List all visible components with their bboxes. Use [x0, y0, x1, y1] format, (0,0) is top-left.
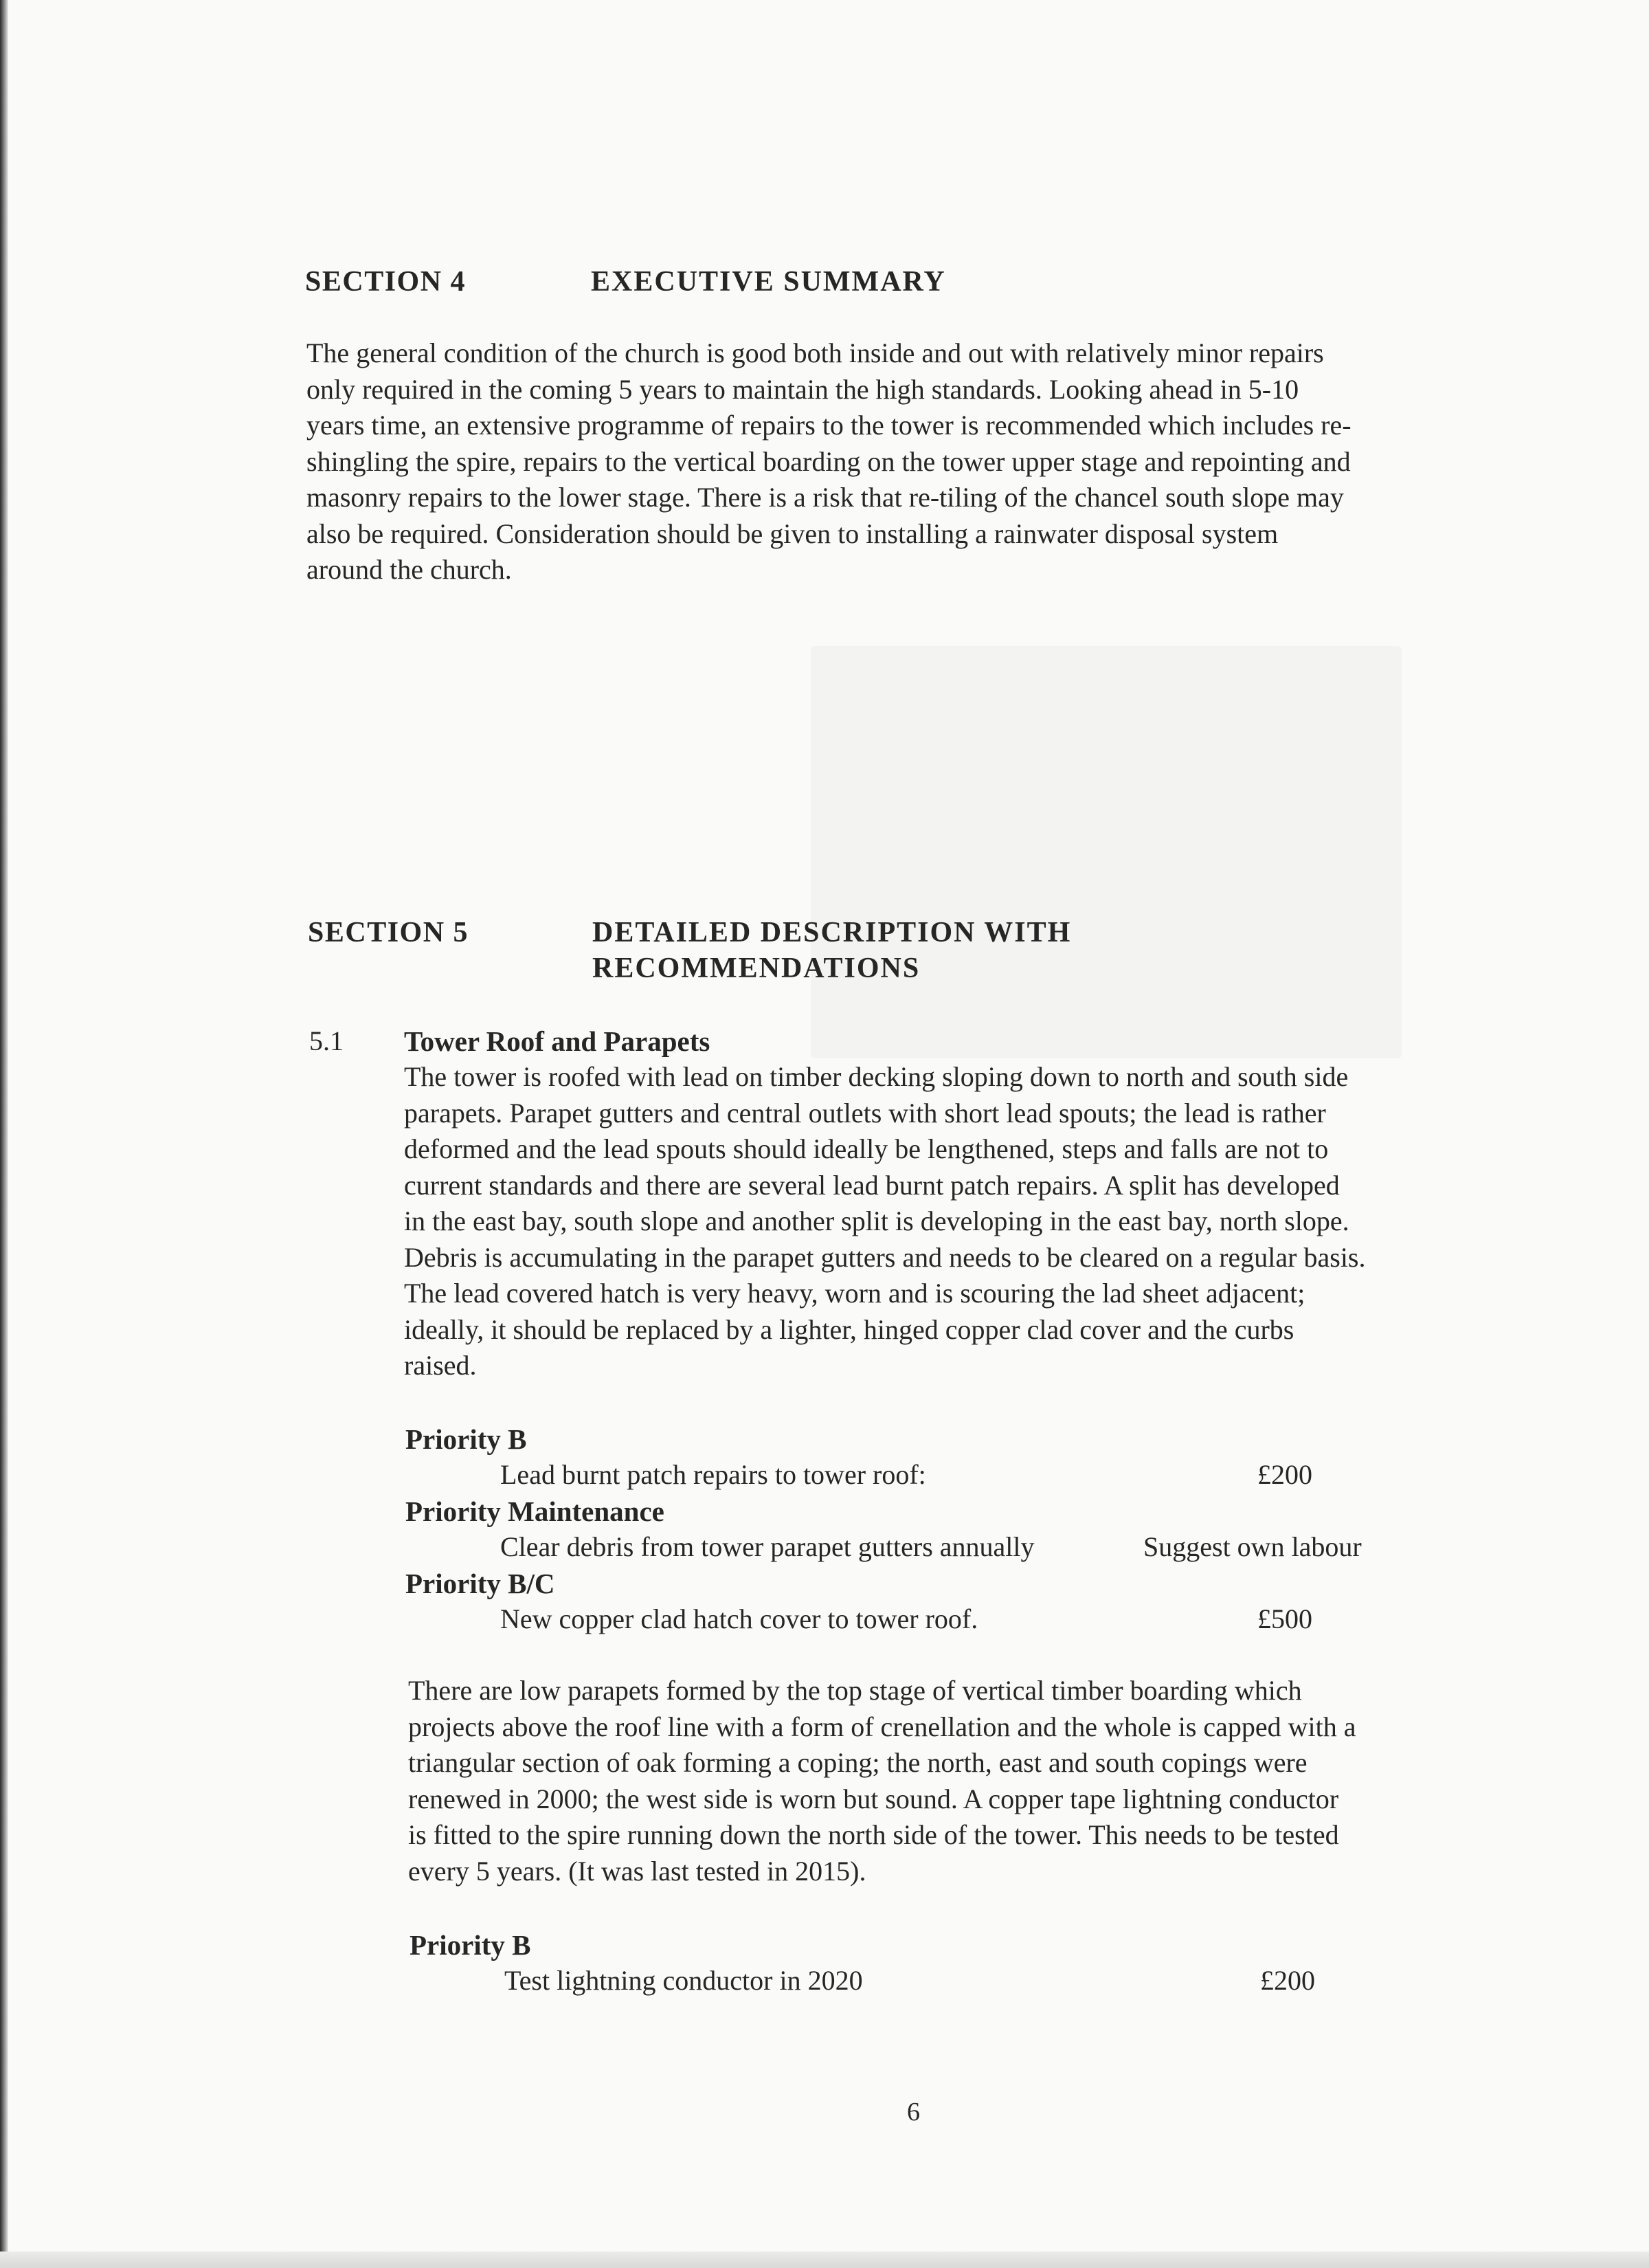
paragraph-line: in the east bay, south slope and another split is developing in the east bay, north slope.	[404, 1205, 1349, 1236]
section-4-number: SECTION 4	[305, 266, 467, 298]
paragraph-line: triangular section of oak forming a coping; the north, east and south copings were	[408, 1747, 1308, 1778]
summary-line: years time, an extensive programme of repairs to the tower is recommended which includes re-	[306, 410, 1351, 441]
section-4-title: EXECUTIVE SUMMARY	[591, 266, 946, 298]
paragraph-line: renewed in 2000; the west side is worn but sound. A copper tape lightning conductor	[408, 1783, 1339, 1814]
summary-line: masonry repairs to the lower stage. There is a risk that re-tiling of the chancel south slope may	[306, 482, 1344, 513]
paragraph-line: projects above the roof line with a form of crenellation and the whole is capped with a	[408, 1711, 1356, 1742]
subsection-number: 5.1	[309, 1025, 344, 1056]
paragraph-line: The tower is roofed with lead on timber decking sloping down to north and south side	[404, 1061, 1349, 1092]
section-5-title-line-2: RECOMMENDATIONS	[592, 953, 921, 984]
parapets-paragraph	[408, 1673, 1356, 1889]
priority-item: Lead burnt patch repairs to tower roof:	[500, 1459, 926, 1490]
summary-line: The general condition of the church is good both inside and out with relatively minor repairs	[306, 337, 1324, 368]
paragraph-line: is fitted to the spire running down the north side of the tower. This needs to be tested	[408, 1819, 1339, 1850]
section-5-number: SECTION 5	[308, 917, 469, 948]
paragraph-line: every 5 years. (It was last tested in 2015).	[408, 1855, 866, 1887]
page-number: 6	[907, 2098, 920, 2126]
scan-bottom-edge	[0, 2252, 1649, 2268]
scan-left-edge	[0, 0, 8, 2268]
priority-label: Priority B	[410, 1929, 531, 1961]
section-5-title-line-1: DETAILED DESCRIPTION WITH	[592, 917, 1072, 948]
priority-label: Priority B/C	[405, 1568, 555, 1599]
priority-label: Priority B	[405, 1423, 527, 1455]
priority-cost: £500	[1257, 1603, 1312, 1634]
summary-line: also be required. Consideration should be given to installing a rainwater disposal system	[306, 518, 1279, 549]
summary-line: only required in the coming 5 years to maintain the high standards. Looking ahead in 5-10	[306, 373, 1299, 405]
priority-item: Test lightning conductor in 2020	[504, 1965, 863, 1996]
priority-item: New copper clad hatch cover to tower roof.	[500, 1603, 978, 1634]
subsection-title: Tower Roof and Parapets	[404, 1025, 710, 1057]
summary-line: shingling the spire, repairs to the vertical boarding on the tower upper stage and repointing and	[306, 445, 1351, 477]
paragraph-line: current standards and there are several lead burnt patch repairs. A split has developed	[404, 1169, 1340, 1201]
executive-summary-paragraph	[306, 335, 1351, 588]
priority-label: Priority Maintenance	[405, 1496, 664, 1527]
summary-line: around the church.	[306, 554, 512, 585]
paragraph-line: Debris is accumulating in the parapet gutters and needs to be cleared on a regular basis.	[404, 1241, 1366, 1273]
priority-cost: Suggest own labour	[1143, 1531, 1362, 1562]
tower-roof-paragraph	[404, 1059, 1366, 1384]
paragraph-line: The lead covered hatch is very heavy, worn and is scouring the lad sheet adjacent;	[404, 1278, 1305, 1309]
priority-item: Clear debris from tower parapet gutters annually	[500, 1531, 1035, 1562]
paragraph-line: There are low parapets formed by the top stage of vertical timber boarding which	[408, 1675, 1302, 1706]
paragraph-line: raised.	[404, 1350, 477, 1381]
paragraph-line: deformed and the lead spouts should ideally be lengthened, steps and falls are not to	[404, 1133, 1329, 1164]
bleed-through-shadow	[811, 646, 1402, 1058]
paragraph-line: ideally, it should be replaced by a lighter, hinged copper clad cover and the curbs	[404, 1313, 1294, 1345]
priority-cost: £200	[1257, 1459, 1312, 1490]
priority-cost: £200	[1260, 1965, 1315, 1996]
paragraph-line: parapets. Parapet gutters and central outlets with short lead spouts; the lead is rather	[404, 1097, 1326, 1129]
